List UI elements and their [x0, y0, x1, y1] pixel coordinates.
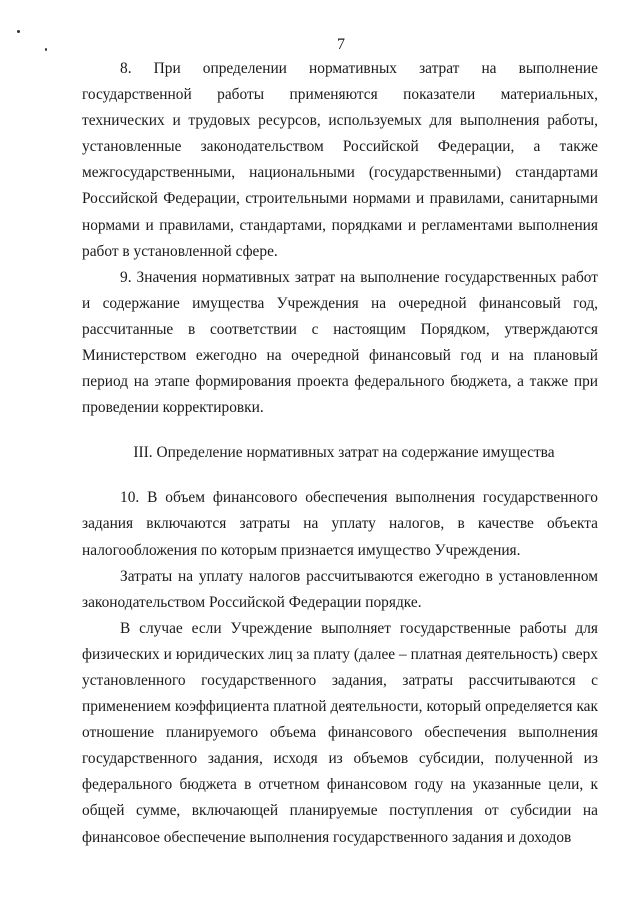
scan-speck: [17, 30, 20, 33]
paragraph-paid-activity: В случае если Учреждение выполняет государственные работы для физических и юридических лиц за плату (далее – платная деятельность) сверх установленного государственного задания, затраты рассчитываются с применением коэффициента платной деятельности, который определяется как отношение планируемого объема финансового обеспечения выполнения государственного задания, исходя из объемов субсидии, полученной из федерального бюджета в отчетном финансовом году на указанные цели, к общей сумме, включающей планируемые поступления от субсидии на финансовое обеспечение выполнения государственного задания и доходов: [82, 619, 598, 846]
paragraph-tax-costs: Затраты на уплату налогов рассчитываются ежегодно в установленном законодательством Российской Федерации порядке.: [82, 567, 598, 611]
paragraph-9: 9. Значения нормативных затрат на выполнение государственных работ и содержание имущества Учреждения на очередной финансовый год, рассчитанные в соответствии с настоящим Порядком, утверждаются Министерством ежегодно на очередной финансовый год и на плановый период на этапе формирования проекта федерального бюджета, а также при проведении корректировки.: [82, 268, 598, 417]
paragraph-8: 8. При определении нормативных затрат на выполнение государственной работы применяются показатели материальных, технических и трудовых ресурсов, используемых для выполнения работы, установленные законодательством Российской Федерации, а также межгосударственными, национальными (государственными) стандартами Российской Федерации, строительными нормами и правилами, санитарными нормами и правилами, стандартами, порядками и регламентами выполнения работ в установленной сфере.: [82, 60, 598, 260]
page-number: 7: [337, 36, 345, 53]
document-body: [82, 56, 598, 851]
paragraph-10: 10. В объем финансового обеспечения выполнения государственного задания включаются затраты на уплату налогов, в качестве объекта налогообложения по которым признается имущество Учреждения.: [82, 489, 598, 559]
section-heading: III. Определение нормативных затрат на содержание имущества: [133, 444, 555, 462]
